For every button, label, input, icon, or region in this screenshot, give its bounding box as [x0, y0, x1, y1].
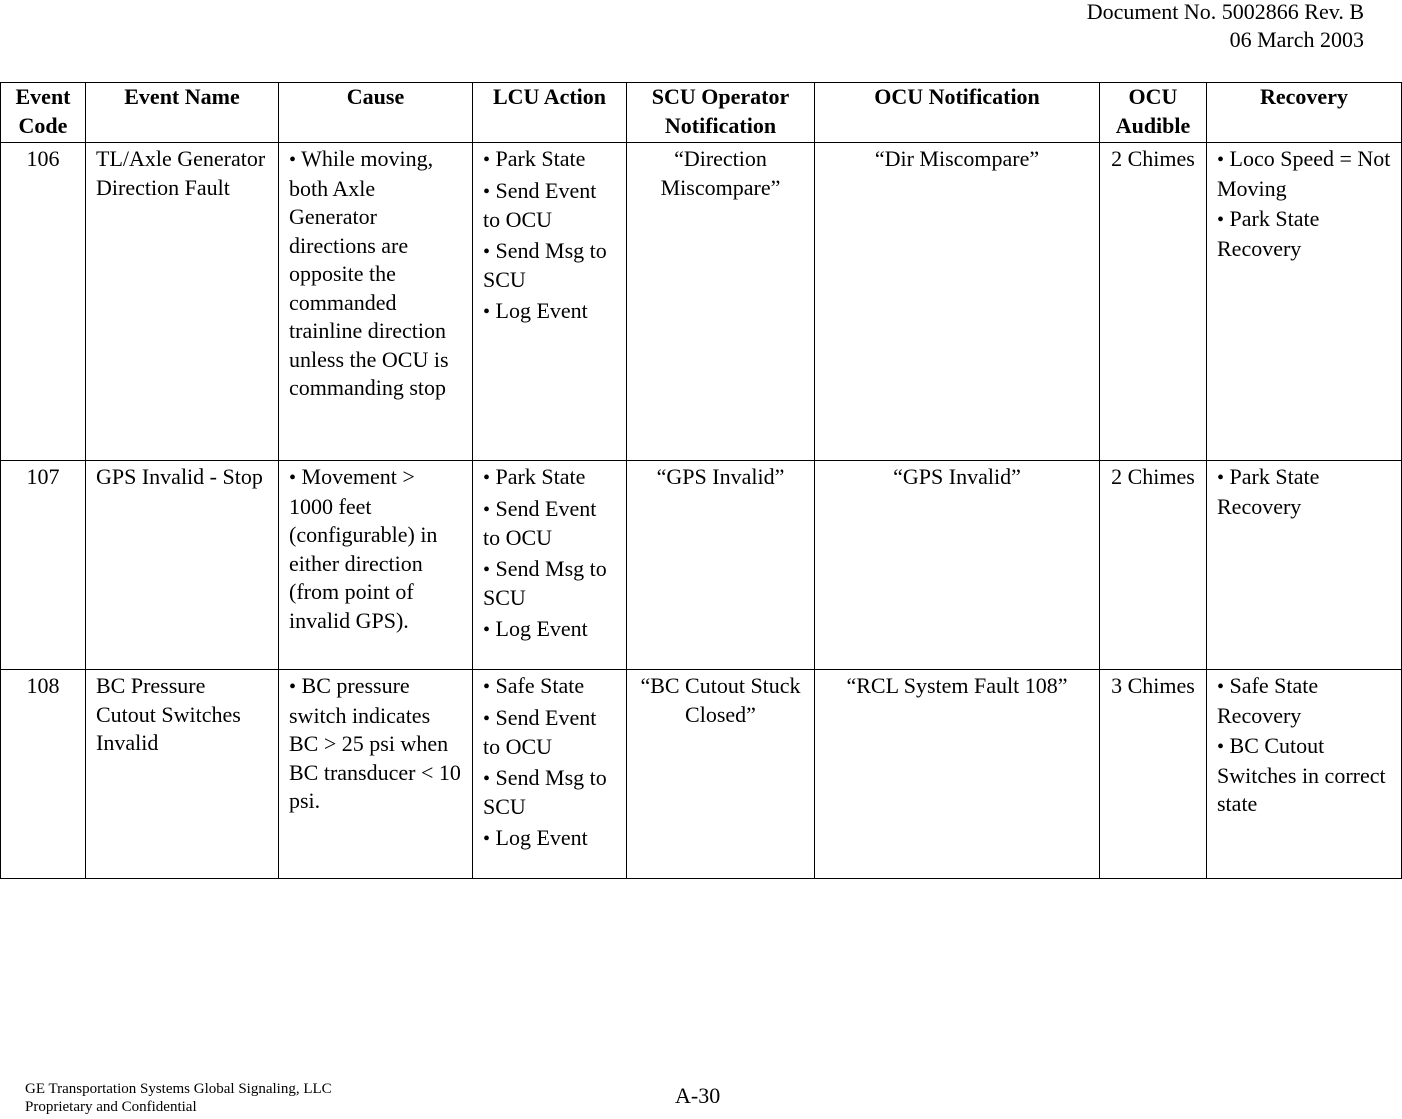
ocu-audible-cell: 2 Chimes: [1100, 143, 1207, 461]
lcu-action-item: • Send Msg to SCU: [483, 555, 607, 610]
recovery-item: • Park State Recovery: [1217, 206, 1320, 261]
footer-company: GE Transportation Systems Global Signaling, LLC: [25, 1081, 332, 1097]
column-header-event-code: Event Code: [1, 83, 86, 143]
lcu-action-item: • Send Event to OCU: [483, 177, 597, 232]
lcu-action-item: • Send Msg to SCU: [483, 237, 607, 292]
column-header-recovery: Recovery: [1207, 83, 1402, 143]
lcu-action-item: • Send Msg to SCU: [483, 764, 607, 819]
lcu-action-cell: [473, 670, 627, 879]
cause-item: • While moving, both Axle Generator directions are opposite the commanded trainline direction unless the OCU is commanding stop: [289, 146, 449, 400]
recovery-item: • Safe State Recovery: [1217, 673, 1319, 728]
column-header-cause: Cause: [279, 83, 473, 143]
ocu-notification-cell: “Dir Miscompare”: [815, 143, 1100, 461]
lcu-action-cell: [473, 461, 627, 670]
recovery-cell: [1207, 143, 1402, 461]
lcu-action-item: • Log Event: [483, 615, 588, 641]
scu-notification-cell: “GPS Invalid”: [627, 461, 815, 670]
lcu-action-item: • Park State: [483, 146, 586, 171]
scu-notification-cell: “BC Cutout Stuck Closed”: [627, 670, 815, 879]
lcu-action-item: • Park State: [483, 464, 586, 489]
recovery-cell: [1207, 670, 1402, 879]
event-name-cell: BC Pressure Cutout Switches Invalid: [86, 670, 279, 879]
recovery-item: • BC Cutout Switches in correct state: [1217, 733, 1386, 816]
scu-notification-cell: “Direction Miscompare”: [627, 143, 815, 461]
table-row: [1, 461, 1402, 670]
document-header: [1087, 0, 1364, 54]
recovery-item: • Park State Recovery: [1217, 464, 1320, 519]
recovery-cell: [1207, 461, 1402, 670]
table-row: [1, 143, 1402, 461]
cause-cell: [279, 670, 473, 879]
column-header-lcu-action: LCU Action: [473, 83, 627, 143]
event-code-cell: 108: [1, 670, 86, 879]
column-header-event-name: Event Name: [86, 83, 279, 143]
event-name-cell: TL/Axle Generator Direction Fault: [86, 143, 279, 461]
lcu-action-item: • Log Event: [483, 824, 588, 850]
document-date: 06 March 2003: [1229, 27, 1364, 52]
lcu-action-item: • Safe State: [483, 673, 585, 698]
column-header-scu-operator-notification: SCU Operator Notification: [627, 83, 815, 143]
lcu-action-item: • Send Event to OCU: [483, 495, 597, 550]
page-number: A-30: [675, 1083, 721, 1108]
event-name-cell: GPS Invalid - Stop: [86, 461, 279, 670]
cause-item: • BC pressure switch indicates BC > 25 psi when BC transducer < 10 psi.: [289, 673, 461, 813]
cause-cell: [279, 461, 473, 670]
ocu-notification-cell: “RCL System Fault 108”: [815, 670, 1100, 879]
lcu-action-cell: [473, 143, 627, 461]
footer-confidential: Proprietary and Confidential: [25, 1099, 197, 1115]
event-code-cell: 106: [1, 143, 86, 461]
recovery-item: • Loco Speed = Not Moving: [1217, 146, 1391, 201]
document-number: Document No. 5002866 Rev. B: [1086, 0, 1364, 24]
table-header-row: [1, 83, 1402, 143]
footer-company-block: [25, 1080, 332, 1116]
column-header-ocu-notification: OCU Notification: [815, 83, 1100, 143]
lcu-action-item: • Log Event: [483, 297, 588, 323]
ocu-audible-cell: 2 Chimes: [1100, 461, 1207, 670]
cause-item: • Movement > 1000 feet (configurable) in either direction (from point of invalid GPS).: [289, 464, 438, 633]
event-table: [0, 82, 1402, 879]
ocu-notification-cell: “GPS Invalid”: [815, 461, 1100, 670]
cause-cell: [279, 143, 473, 461]
lcu-action-item: • Send Event to OCU: [483, 704, 597, 759]
event-code-cell: 107: [1, 461, 86, 670]
column-header-ocu-audible: OCU Audible: [1100, 83, 1207, 143]
ocu-audible-cell: 3 Chimes: [1100, 670, 1207, 879]
table-row: [1, 670, 1402, 879]
